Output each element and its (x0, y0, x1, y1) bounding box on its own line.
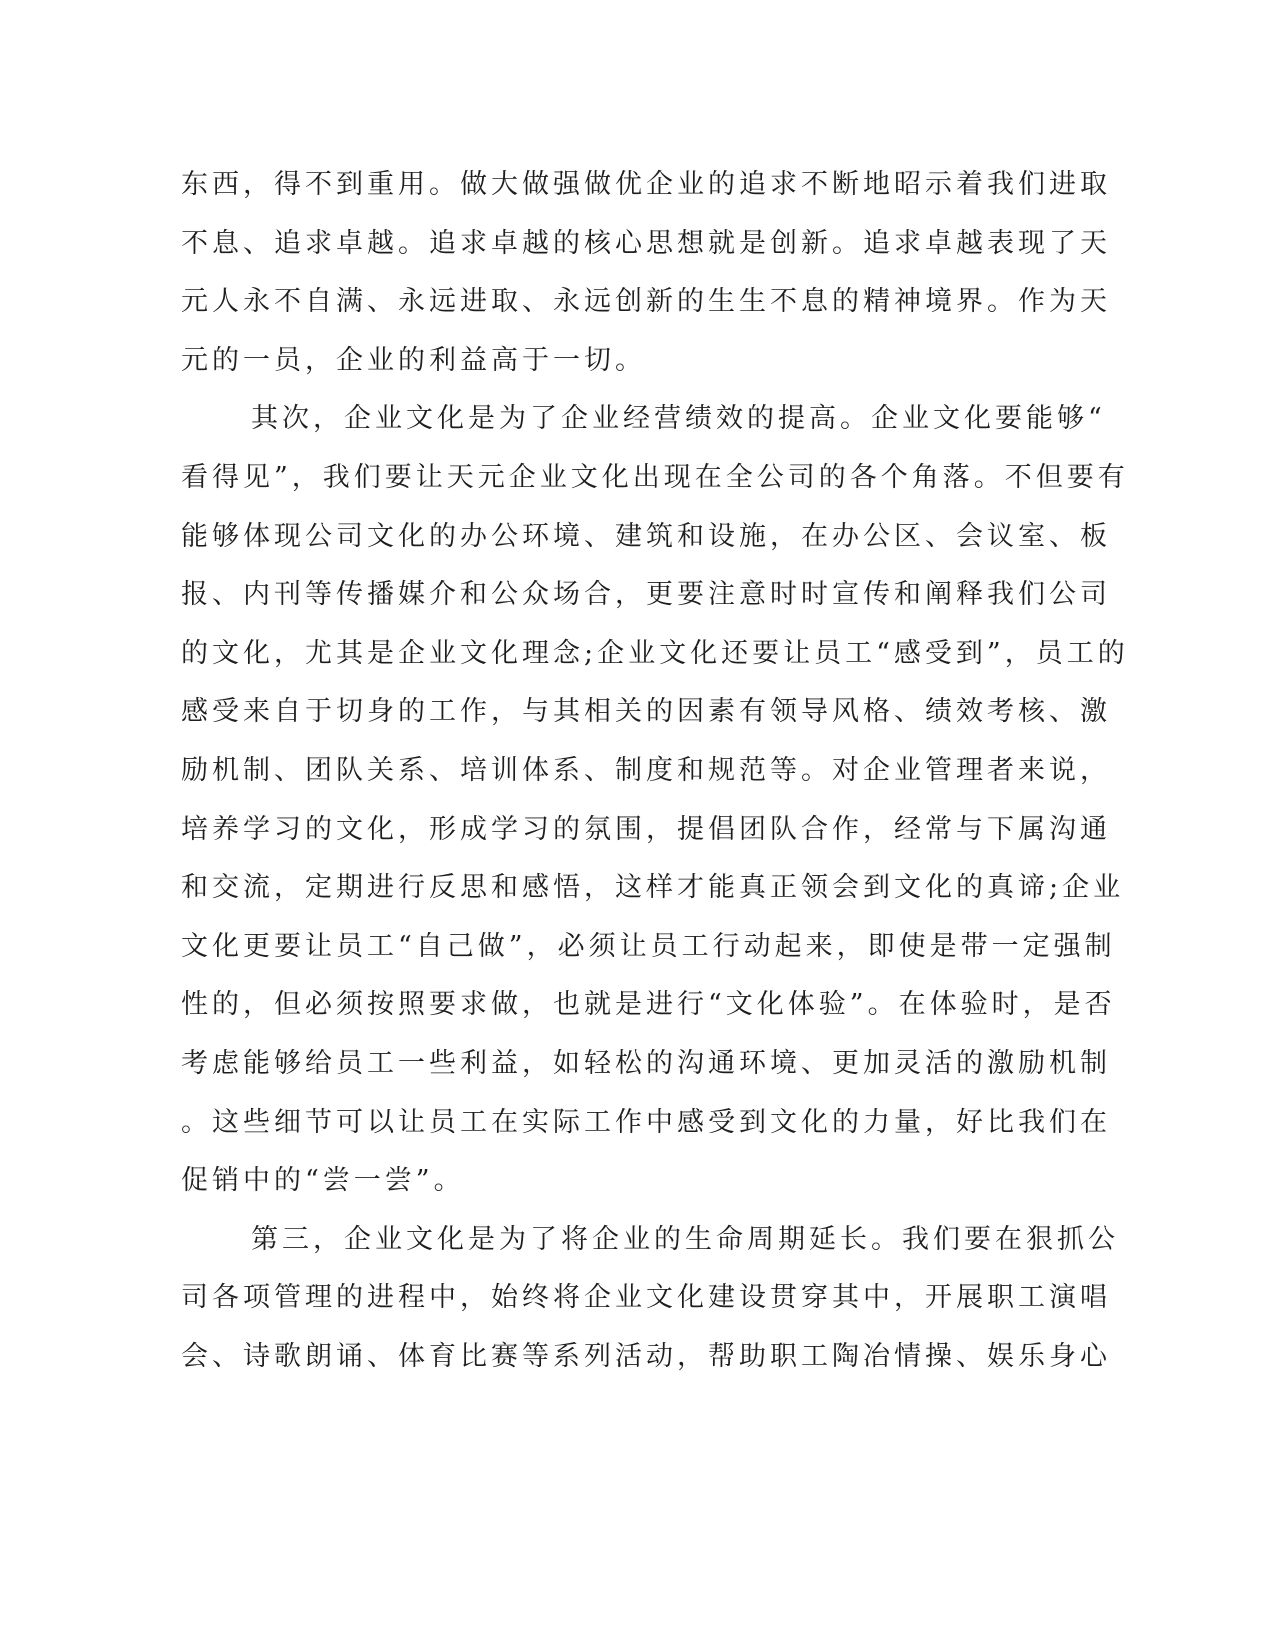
text-line: 元人永不自满、永远进取、永远创新的生生不息的精神境界。作为天 (181, 286, 1111, 318)
text-line: 促销中的“尝一尝”。 (181, 1165, 465, 1197)
document-body (181, 156, 1129, 1386)
text-line: 文化更要让员工“自己做”，必须让员工行动起来，即使是带一定强制 (181, 930, 1116, 962)
text-line: 培养学习的文化，形成学习的氛围，提倡团队合作，经常与下属沟通 (181, 813, 1111, 845)
paragraph-2 (181, 390, 1129, 1210)
text-line: 感受来自于切身的工作，与其相关的因素有领导风格、绩效考核、激 (181, 696, 1111, 728)
text-line: 和交流，定期进行反思和感悟，这样才能真正领会到文化的真谛;企业 (181, 872, 1125, 904)
text-line: 能够体现公司文化的办公环境、建筑和设施，在办公区、会议室、板 (181, 520, 1111, 552)
text-line: 会、诗歌朗诵、体育比赛等系列活动，帮助职工陶冶情操、娱乐身心 (181, 1340, 1111, 1372)
text-line: 东西，得不到重用。做大做强做优企业的追求不断地昭示着我们进取 (181, 169, 1111, 200)
text-line: 的文化，尤其是企业文化理念;企业文化还要让员工“感受到”，员工的 (181, 637, 1129, 669)
paragraph-3 (181, 1211, 1119, 1387)
paragraph-1 (181, 156, 1111, 390)
text-line: 第三，企业文化是为了将企业的生命周期延长。我们要在狠抓公 (251, 1223, 1119, 1255)
text-line: 其次，企业文化是为了企业经营绩效的提高。企业文化要能够“ (251, 403, 1106, 435)
text-line: 报、内刊等传播媒介和公众场合，更要注意时时宣传和阐释我们公司 (181, 579, 1111, 611)
text-line: 司各项管理的进程中，始终将企业文化建设贯穿其中，开展职工演唱 (181, 1282, 1111, 1314)
text-line: 励机制、团队关系、培训体系、制度和规范等。对企业管理者来说， (181, 754, 1111, 786)
text-line: 。这些细节可以让员工在实际工作中感受到文化的力量，好比我们在 (181, 1106, 1111, 1138)
text-line: 考虑能够给员工一些利益，如轻松的沟通环境、更加灵活的激励机制 (181, 1047, 1111, 1079)
text-line: 性的，但必须按照要求做，也就是进行“文化体验”。在体验时，是否 (181, 989, 1116, 1021)
text-line: 看得见”，我们要让天元企业文化出现在全公司的各个角落。不但要有 (181, 461, 1129, 493)
text-line: 不息、追求卓越。追求卓越的核心思想就是创新。追求卓越表现了天 (181, 227, 1111, 259)
text-line: 元的一员，企业的利益高于一切。 (181, 344, 646, 376)
